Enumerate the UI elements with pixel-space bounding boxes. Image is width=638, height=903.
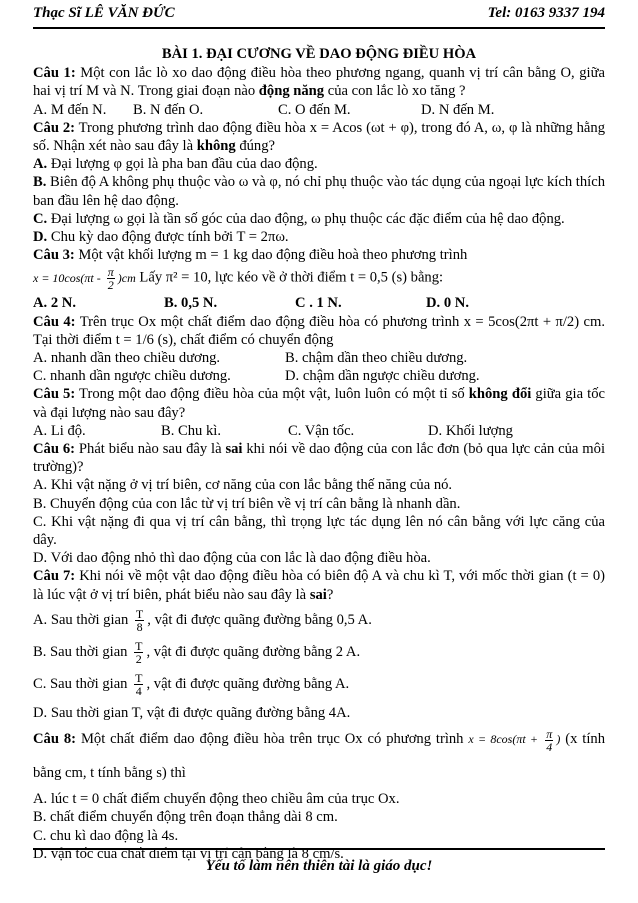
- option-d: D. Khối lượng: [428, 422, 513, 439]
- document-body: [33, 45, 605, 863]
- option-b: B. Chu kì.: [161, 422, 222, 439]
- option-b: B. Sau thời gian $\frac{T}{2}$ , vật đi được quãng đường bằng 2 A.: [33, 639, 361, 667]
- option-a: A. Khi vật nặng ở vị trí biên, cơ năng của con lắc bằng thế năng của nó.: [33, 477, 453, 494]
- equation: x = 8cos(πt + $\frac{\pi}{4}$ ): [468, 726, 561, 754]
- header-phone: Tel: 0163 9337 194: [487, 5, 605, 21]
- option-a: A. M đến N.: [33, 101, 107, 118]
- option-c: C. O đến M.: [278, 101, 351, 118]
- fraction: $\frac{T}{2}$: [135, 639, 143, 667]
- option-a: A. 2 N.: [33, 295, 76, 312]
- footer-rule: [33, 848, 605, 850]
- question-4: Câu 4: Trên trục Ox một chất điểm dao động điều hòa có phương trình x = 5cos(2πt + π/2) cm. Tại thời điểm t = 1/6 (s), chất điểm có chuyển động: [33, 313, 605, 348]
- question-4-options-row1: [33, 349, 605, 367]
- option-b: B. N đến O.: [133, 101, 204, 118]
- question-2: Câu 2: Trong phương trình dao động điều hòa x = Acos (ωt + φ), trong đó A, ω, φ là những hằng số. Nhận xét nào sau đây là không đúng?: [33, 119, 605, 155]
- lesson-title: BÀI 1. ĐẠI CƯƠNG VỀ DAO ĐỘNG ĐIỀU HÒA: [161, 46, 477, 62]
- option-c: C. Sau thời gian $\frac{T}{4}$ , vật đi được quãng đường bằng A.: [33, 671, 350, 699]
- header-rule: [33, 27, 605, 29]
- fraction: $\frac{\pi}{2}$: [107, 265, 114, 293]
- option-d: D. Với dao động nhỏ thì dao động của con lắc là dao động điều hòa.: [33, 550, 431, 567]
- option-b: B. chất điểm chuyển động trên đoạn thẳng dài 8 cm.: [33, 809, 338, 826]
- question-5-options: [33, 422, 605, 440]
- option-c: C . 1 N.: [295, 295, 342, 312]
- equation: x = 10cos(πt - $\frac{\pi}{2}$ )cm: [33, 265, 136, 293]
- fraction: $\frac{T}{8}$: [135, 607, 144, 635]
- question-6: Câu 6: Phát biểu nào sau đây là sai khi nói về dao động của con lắc đơn (bỏ qua lực cản của môi trường)?: [33, 441, 605, 476]
- option-d: D. vận tốc của chất điểm tại vị trí cân bằng là 8 cm/s.: [33, 845, 344, 862]
- page-footer: [33, 848, 605, 875]
- option-c: C. nhanh dần ngược chiều dương.: [33, 368, 231, 385]
- option-d: D. Sau thời gian T, vật đi được quãng đường bằng 4A.: [33, 704, 351, 721]
- question-3-options: [33, 294, 605, 312]
- option-c: C. Vận tốc.: [288, 422, 355, 439]
- option-d: D. Chu kỳ dao động được tính bởi T = 2πω.: [33, 229, 289, 246]
- option-d: D. chậm dần ngược chiều dương.: [285, 368, 480, 385]
- question-7: Câu 7: Khi nói về một vật dao động điều hòa có biên độ A và chu kì T, với mốc thời gian (t = 0) là lúc vật ở vị trí biên, phát biểu nào sau đây là sai?: [33, 568, 605, 603]
- option-c: C. Đại lượng ω gọi là tần số góc của dao động, ω phụ thuộc các đặc điểm của hệ dao động.: [33, 210, 565, 227]
- question-1-options: [33, 101, 605, 119]
- option-d: D. N đến M.: [421, 101, 495, 118]
- option-a: A. Đại lượng φ gọi là pha ban đầu của dao động.: [33, 156, 318, 173]
- question-8: Câu 8: Một chất điểm dao động điều hòa trên trục Ox có phương trình x = 8cos(πt + $\frac{\pi}{4}$ ) (x tính bằng cm, t tính bằng s) thì: [33, 726, 605, 782]
- option-b: B. 0,5 N.: [164, 295, 218, 312]
- option-c: C. chu kì dao động là 4s.: [33, 827, 179, 844]
- question-3-equation-line: x = 10cos(πt - $\frac{\pi}{2}$ )cm Lấy π² = 10, lực kéo về ở thời điểm t = 0,5 (s) bằng:: [33, 265, 444, 293]
- option-a: A. Li độ.: [33, 422, 86, 439]
- option-a: A. nhanh dần theo chiều dương.: [33, 350, 221, 367]
- document-page: [33, 0, 605, 903]
- option-c: C. Khi vật nặng đi qua vị trí cân bằng, thì trọng lực tác dụng lên nó cân bằng với lực căng của dây.: [33, 513, 605, 549]
- page-header: [33, 5, 605, 29]
- fraction: $\frac{\pi}{4}$: [546, 726, 553, 754]
- option-d: D. 0 N.: [426, 295, 469, 312]
- option-b: B. chậm dần theo chiều dương.: [285, 350, 468, 367]
- option-a: A. Sau thời gian $\frac{T}{8}$ , vật đi được quãng đường bằng 0,5 A.: [33, 607, 372, 635]
- question-1: Câu 1: Một con lắc lò xo dao động điều hòa theo phương ngang, quanh vị trí cân bằng O, giữa hai vị trí M và N. Trong giai đoạn nào động năng của con lắc lò xo tăng ?: [33, 65, 605, 100]
- option-b: B. Chuyển động của con lắc từ vị trí biên về vị trí cân bằng là nhanh dần.: [33, 495, 461, 512]
- question-3: Câu 3: Một vật khối lượng m = 1 kg dao động điều hoà theo phương trình: [33, 247, 468, 264]
- footer-slogan: Yếu tố làm nên thiên tài là giáo dục!: [205, 858, 433, 874]
- fraction: $\frac{T}{4}$: [135, 671, 143, 699]
- option-a: A. lúc t = 0 chất điểm chuyển động theo chiều âm của trục Ox.: [33, 791, 400, 808]
- question-5: Câu 5: Trong một dao động điều hòa của một vật, luôn luôn có một tỉ số không đổi giữa gia tốc và đại lượng nào sau đây?: [33, 386, 605, 421]
- header-author: Thạc Sĩ LÊ VĂN ĐỨC: [33, 5, 175, 21]
- question-4-options-row2: [33, 367, 605, 385]
- question-label: Câu 1:: [33, 65, 76, 82]
- option-b: B. Biên độ A không phụ thuộc vào ω và φ, nó chỉ phụ thuộc vào tác dụng của ngoại lực kích thích ban đầu lên hệ dao động.: [33, 174, 605, 209]
